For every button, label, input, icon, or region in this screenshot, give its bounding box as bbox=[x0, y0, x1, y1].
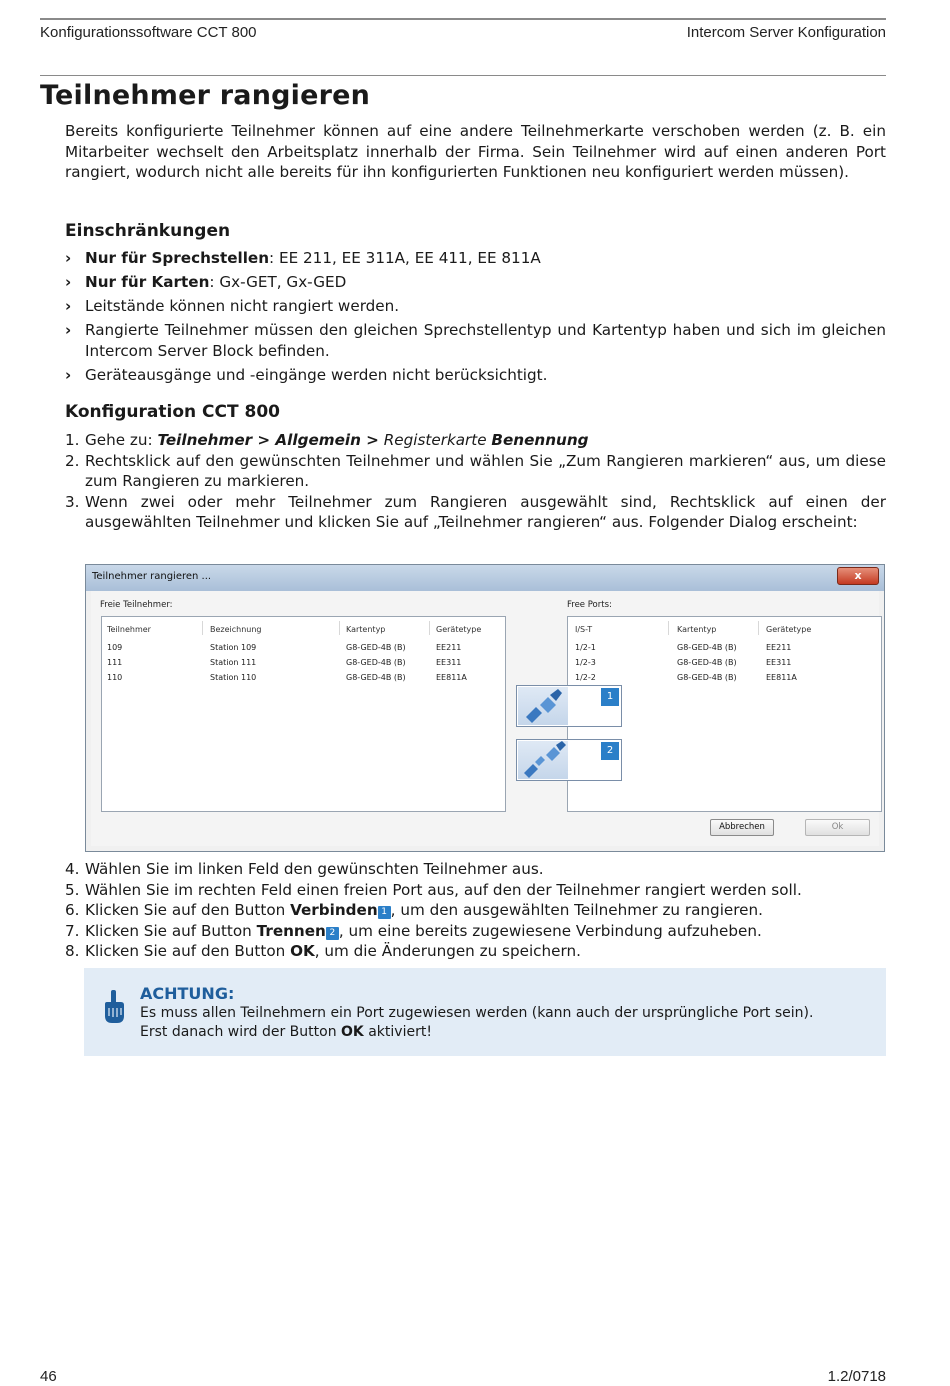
close-button[interactable]: x bbox=[837, 567, 879, 585]
dialog-titlebar bbox=[86, 565, 884, 591]
config-heading: Konfiguration CCT 800 bbox=[65, 402, 280, 422]
list-item: › Nur für Karten: Gx-GET, Gx-GED bbox=[65, 273, 347, 291]
table-cell[interactable]: 109 bbox=[107, 643, 123, 652]
table-cell[interactable]: 1/2-2 bbox=[575, 673, 596, 682]
cancel-button[interactable]: Abbrechen bbox=[710, 819, 774, 836]
connect-badge: 1 bbox=[601, 688, 619, 706]
step-5: 5. Wählen Sie im rechten Feld einen freien Port aus, auf den der Teilnehmer rangiert werden soll. bbox=[65, 880, 802, 899]
chevron-right-icon: › bbox=[65, 297, 72, 315]
intro-paragraph: Bereits konfigurierte Teilnehmer können auf eine andere Teilnehmerkarte verschoben werden (z. B. ein Mitarbeiter wechselt den Arbeitsplatz innerhalb der Firma. Sein Teilnehmer wird auf einen anderen Port rangiert, wodurch nicht alle bereits für ihn konfigurierten Funktionen neu konfiguriert werden müssen). bbox=[65, 122, 886, 181]
steps-list-a bbox=[65, 430, 886, 533]
step-2: 2. Rechtsklick auf den gewünschten Teilnehmer und wählen Sie „Zum Rangieren markieren“ aus, um diese zum Rangieren zu markieren. bbox=[65, 451, 886, 490]
warning-note bbox=[84, 968, 886, 1056]
step-4: 4. Wählen Sie im linken Feld den gewünschten Teilnehmer aus. bbox=[65, 860, 544, 878]
table-cell[interactable]: G8-GED-4B (B) bbox=[346, 658, 406, 667]
table-cell[interactable]: EE311 bbox=[436, 658, 462, 667]
disconnect-badge: 2 bbox=[601, 742, 619, 760]
chevron-right-icon: › bbox=[65, 365, 72, 384]
chevron-right-icon: › bbox=[65, 249, 72, 267]
chevron-right-icon: › bbox=[65, 321, 72, 339]
header-right: Intercom Server Konfiguration bbox=[686, 24, 886, 41]
step-8: 8. Klicken Sie auf den Button OK, um die Änderungen zu speichern. bbox=[65, 942, 581, 960]
badge-1-icon: 1 bbox=[378, 906, 391, 919]
steps-list-b bbox=[65, 859, 886, 962]
plug-disconnect-icon bbox=[518, 741, 568, 779]
free-subscribers-label: Freie Teilnehmer: bbox=[100, 600, 173, 610]
step-6: 6. Klicken Sie auf den Button Verbinden 1 , um den ausgewählten Teilnehmer zu rangieren. bbox=[65, 901, 763, 919]
header-rule-bottom bbox=[40, 75, 886, 76]
free-ports-label: Free Ports: bbox=[567, 600, 612, 610]
header-left: Konfigurationssoftware CCT 800 bbox=[40, 24, 257, 41]
table-cell[interactable]: 1/2-3 bbox=[575, 658, 596, 667]
table-cell[interactable]: 111 bbox=[107, 658, 123, 667]
table-cell[interactable]: 1/2-1 bbox=[575, 643, 596, 652]
table-cell[interactable]: EE811A bbox=[436, 673, 467, 682]
pointing-hand-icon bbox=[103, 990, 125, 1028]
table-cell[interactable]: EE211 bbox=[766, 643, 792, 652]
restrictions-list bbox=[65, 248, 886, 389]
dialog-body bbox=[91, 591, 879, 846]
table-cell[interactable]: Station 111 bbox=[210, 658, 257, 667]
table-cell[interactable]: G8-GED-4B (B) bbox=[677, 643, 737, 652]
table-cell[interactable]: 110 bbox=[107, 673, 123, 682]
note-title: ACHTUNG: bbox=[140, 984, 235, 1003]
table-cell[interactable]: EE311 bbox=[766, 658, 792, 667]
table-cell[interactable]: Station 109 bbox=[210, 643, 257, 652]
table-cell[interactable]: G8-GED-4B (B) bbox=[346, 643, 406, 652]
column-header[interactable]: Gerätetype bbox=[436, 625, 482, 634]
page-number: 46 bbox=[40, 1368, 57, 1385]
rangieren-dialog bbox=[85, 564, 885, 852]
table-cell[interactable]: EE211 bbox=[436, 643, 462, 652]
chevron-right-icon: › bbox=[65, 273, 72, 291]
column-header[interactable]: I/S-T bbox=[575, 625, 593, 634]
ok-button[interactable]: Ok bbox=[805, 819, 870, 836]
column-header[interactable]: Kartentyp bbox=[346, 625, 386, 634]
plug-connect-icon bbox=[518, 687, 568, 725]
connect-button[interactable] bbox=[516, 685, 622, 727]
document-version: 1.2/0718 bbox=[827, 1368, 886, 1385]
step-7: 7. Klicken Sie auf Button Trennen 2 , um eine bereits zugewiesene Verbindung aufzuheben. bbox=[65, 921, 762, 940]
list-item: › Geräteausgänge und -eingänge werden nicht berücksichtigt. bbox=[65, 365, 548, 384]
list-item: › Rangierte Teilnehmer müssen den gleichen Sprechstellentyp und Kartentyp haben und sich im gleichen Intercom Server Block befinden. bbox=[65, 321, 886, 360]
column-header[interactable]: Kartentyp bbox=[677, 625, 717, 634]
free-subscribers-table[interactable] bbox=[101, 616, 506, 812]
list-item: › Nur für Sprechstellen: EE 211, EE 311A, EE 411, EE 811A bbox=[65, 249, 541, 267]
disconnect-button[interactable] bbox=[516, 739, 622, 781]
restrictions-heading: Einschränkungen bbox=[65, 221, 231, 241]
column-header[interactable]: Teilnehmer bbox=[107, 625, 151, 634]
table-cell[interactable]: G8-GED-4B (B) bbox=[677, 673, 737, 682]
step-1: 1. Gehe zu: Teilnehmer > Allgemein > Registerkarte Benennung bbox=[65, 431, 589, 449]
step-3: 3. Wenn zwei oder mehr Teilnehmer zum Rangieren ausgewählt sind, Rechtsklick auf einen der ausgewählten Teilnehmer und klicken Sie auf „Teilnehmer rangieren“ aus. Folgender Dialog erscheint: bbox=[65, 492, 886, 531]
table-cell[interactable]: Station 110 bbox=[210, 673, 257, 682]
note-text: Es muss allen Teilnehmern ein Port zugewiesen werden (kann auch der ursprüngliche Port sein). Erst danach wird der Button OK aktiviert! bbox=[140, 1005, 814, 1040]
header-rule-top bbox=[40, 18, 886, 20]
column-header[interactable]: Gerätetype bbox=[766, 625, 812, 634]
table-cell[interactable]: G8-GED-4B (B) bbox=[677, 658, 737, 667]
dialog-title: Teilnehmer rangieren ... bbox=[92, 571, 212, 582]
table-cell[interactable]: EE811A bbox=[766, 673, 797, 682]
list-item: › Leitstände können nicht rangiert werden. bbox=[65, 297, 400, 315]
page-title: Teilnehmer rangieren bbox=[40, 80, 371, 111]
table-cell[interactable]: G8-GED-4B (B) bbox=[346, 673, 406, 682]
badge-2-icon: 2 bbox=[326, 927, 339, 940]
column-header[interactable]: Bezeichnung bbox=[210, 625, 262, 634]
